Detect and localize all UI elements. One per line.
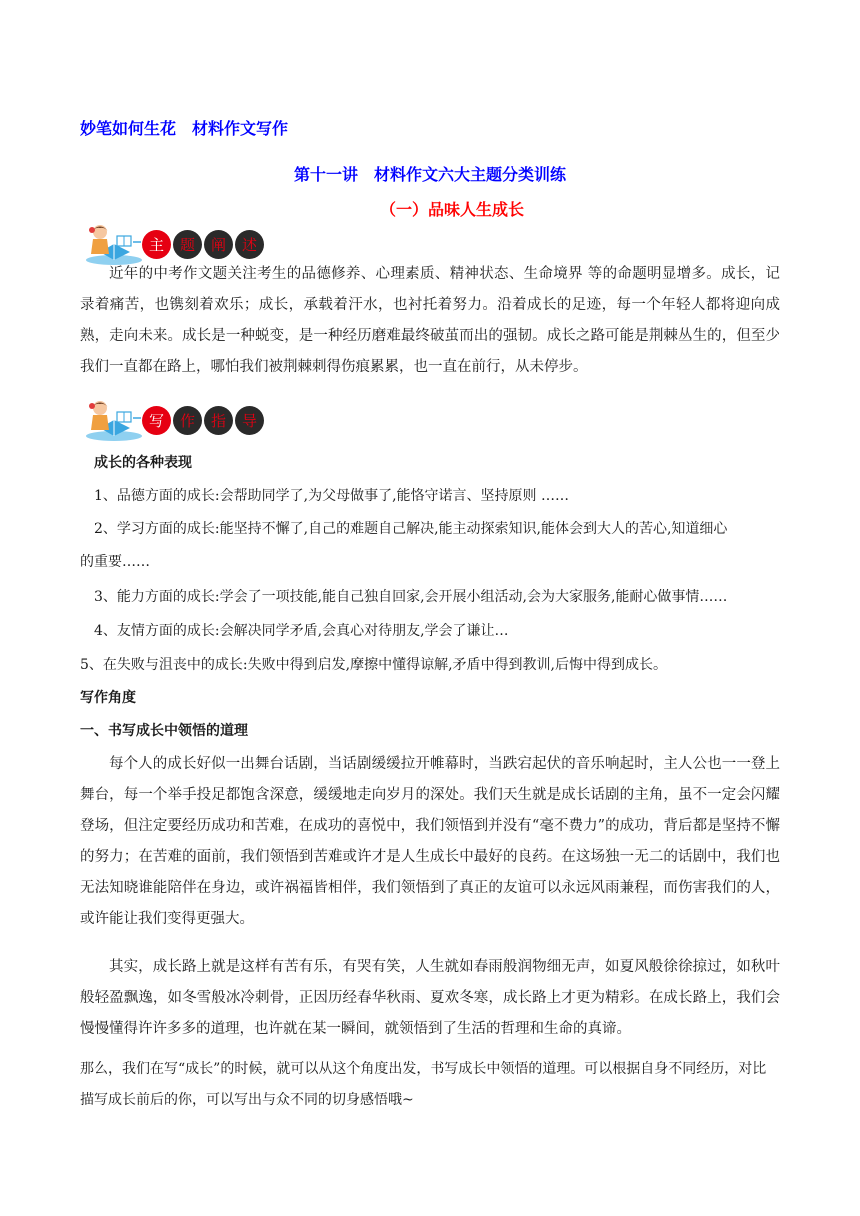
badge-char: 题 [173,230,202,259]
badge-char: 写 [142,406,171,435]
badge-char: 主 [142,230,171,259]
section-banner-guide [78,398,298,442]
section-badge [142,230,266,259]
badge-char: 指 [204,406,233,435]
angle1-paragraph-1: 每个人的成长好似一出舞台话剧，当话剧缓缓拉开帷幕时，当跌宕起伏的音乐响起时，主人公也一一登上舞台，每一个举手投足都饱含深意，缓缓地走向岁月的深处。我们天生就是成长话剧的主角，虽不一定会闪耀登场，但注定要经历成功和苦难，在成功的喜悦中，我们领悟到并没有“毫不费力”的成功，背后都是坚持不懈的努力；在苦难的面前，我们领悟到苦难或许才是人生成长中最好的良药。在这场独一无二的话剧中，我们也无法知晓谁能陪伴在身边，或许祸福皆相伴，我们领悟到了真正的友谊可以永远风雨兼程，而伤害我们的人，或许能让我们变得更强大。 [80,756,780,927]
list-item: 5、在失败与沮丧中的成长:失败中得到启发,摩擦中懂得谅解,矛盾中得到教训,后悔中得到成长。 [80,657,667,673]
angle1-paragraph-2: 其实，成长路上就是这样有苦有乐，有哭有笑，人生就如春雨般润物细无声，如夏风般徐徐掠过，如秋叶般轻盈飘逸，如冬雪般冰冷刺骨，正因历经春华秋雨、夏欢冬寒，成长路上才更为精彩。在成长路上，我们会慢慢懂得许许多多的道理，也许就在某一瞬间，就领悟到了生活的哲理和生命的真谛。 [80,959,780,1037]
list-item: 4、友情方面的成长:会解决同学矛盾,会真心对待朋友,学会了谦让… [94,623,509,639]
list-item: 3、能力方面的成长:学会了一项技能,能自己独自回家,会开展小组活动,会为大家服务,能耐心做事情…… [94,589,728,605]
badge-char: 阐 [204,230,233,259]
angle1-heading: 一、书写成长中领悟的道理 [80,723,248,739]
theme-paragraph: 近年的中考作文题关注考生的品德修养、心理素质、精神状态、生命境界 等的命题明显增多。成长，记录着痛苦，也镌刻着欢乐；成长，承载着汗水，也衬托着努力。沿着成长的足迹，每一个年轻人都将迎向成熟，走向未来。成长是一种蜕变，是一种经历磨难最终破茧而出的强韧。成长之路可能是荆棘丛生的，但至少我们一直都在路上，哪怕我们被荆棘刺得伤痕累累，也一直在前行，从未停步。 [80,266,780,375]
angle1-paragraph-3: 那么，我们在写“成长”的时候，就可以从这个角度出发，书写成长中领悟的道理。可以根据自身不同经历，对比描写成长前后的你，可以写出与众不同的切身感悟哦~ [80,1061,767,1108]
student-reading-icon [78,398,144,442]
angle-heading: 写作角度 [80,690,136,706]
badge-char: 导 [235,406,264,435]
section-badge [142,406,266,435]
list-item: 的重要…… [80,554,150,570]
theme-title: （一）品味人生成长 [380,200,525,219]
badge-char: 作 [173,406,202,435]
subheading-growth-forms: 成长的各种表现 [94,455,192,471]
series-title: 妙笔如何生花 材料作文写作 [80,119,289,138]
lecture-title: 第十一讲 材料作文六大主题分类训练 [293,165,566,184]
list-item: 1、品德方面的成长:会帮助同学了,为父母做事了,能恪守诺言、坚持原则 …… [94,488,569,504]
badge-char: 述 [235,230,264,259]
list-item: 2、学习方面的成长:能坚持不懈了,自己的难题自己解决,能主动探索知识,能体会到大人的苦心,知道细心 [94,521,728,537]
